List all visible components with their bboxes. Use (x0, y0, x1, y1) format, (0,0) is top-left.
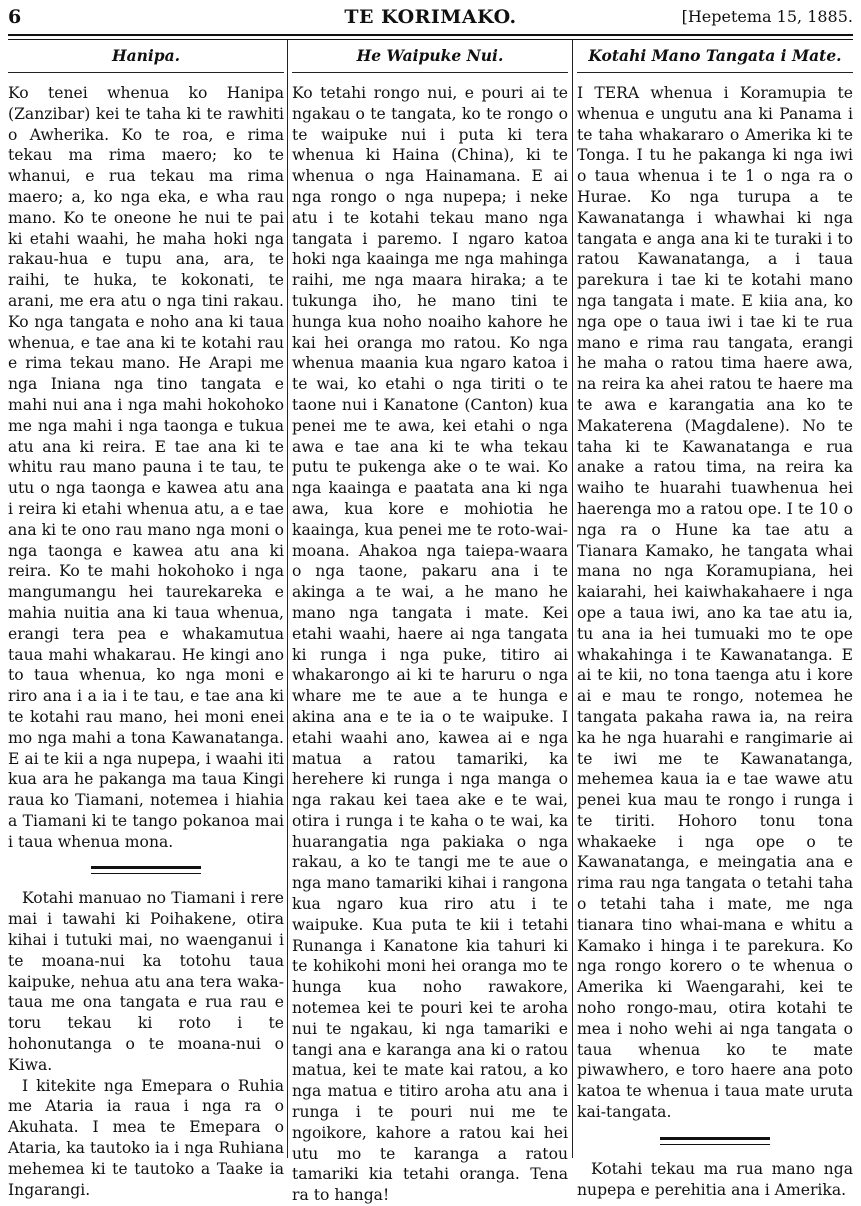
article-heading: Kotahi Mano Tangata i Mate. (577, 40, 853, 73)
article-paragraph: I kitekite nga Emepara o Ruhia me Ataria ia raua i nga ra o Akuhata. I mea te Emepara o Ataria, ka tautoko ia i nga Ruhiana mehemea ki te tautoko a Taake ia Ingarangi. (8, 1076, 284, 1199)
newspaper-title: TE KORIMAKO. (344, 6, 517, 28)
section-separator (91, 866, 201, 874)
column-waipuke (292, 40, 568, 1205)
section-separator (660, 1137, 770, 1145)
article-paragraph: Kotahi tekau ma rua mano nga nupepa e perehitia ana i Amerika. (577, 1159, 853, 1199)
article-paragraph: Kotahi manuao no Tiamani i rere mai i tawahi ki Poihakene, otira kihai i tutuki mai, no waenganui i te moana-nui ka totohu taua kaipuke, nehua atu ana tera waka-taua me ona tangata e rua rau e toru tekau ki roto i te hohonutanga o te moana-nui o Kiwa. (8, 889, 284, 1074)
article-paragraph: Ko tetahi rongo nui, e pouri ai te ngakau o te tangata, ko te rongo o te waipuke nui i puta ki tera whenua ki Haina (China), ki te whenua o nga Hainamana. E ai nga rongo o nga nupepa; i neke atu i te kotahi tekau mano nga tangata i paremo. I ngaro katoa hoki nga kaainga me nga mahinga raihi, me nga maara hiraka; a te tukunga iho, he mano tini te hunga kua noho noaiho kahore he kai hei oranga mo ratou. Ko nga whenua maania kua ngaro katoa i te wai, ko etahi o nga tiriti o te taone nui i Kanatone (Canton) kua penei me te awa, kei etahi o nga awa e tae ana ki te wha tekau putu te pukenga ake o te wai. Ko nga kaainga e paatata ana ki nga awa, kua kore e mohiotia he kaainga, kua penei me te roto-wai-moana. Ahakoa nga taiepa-waara o nga taone, pakaru ana i te akinga a te wai, a he mano he mano nga tangata i mate. Kei etahi waahi, haere ai nga tangata ki runga i nga puke, titiro ai whakarongo ai ki te haruru o nga whare me te aue a te hunga e akina ana e te ia o te waipuke. I etahi waahi ano, kawea ai e nga matua a ratou tamariki, ka herehere ki runga i nga manga o nga rakau kei taea ake e te wai, otira i runga i te kaha o te wai, ka huarangatia nga pakiaka o nga rakau, a ko te tangi me te aue o nga mano tamariki kihai i rangona kua ngaro kua riro atu i te waipuke. Kua puta te kii i tetahi Runanga i Kanatone kia tahuri ki te kohikohi moni hei oranga mo te hunga kua noho rawakore, notemea kei te pouri kei te aroha nui te ngakau, ki nga tamariki e tangi ana e karanga ana ki o ratou matua, kei te mate kai ratou, a ko nga matua e titiro aroha atu ana i runga i te pouri nui me te ngoikore, kahore a ratou kai hei utu mo te karanga a ratou tamariki kia tetahi oranga. Tena ra to hanga! (292, 84, 568, 1205)
article-paragraph: I TERA whenua i Koramupia te whenua e ungutu ana ki Panama i te taha whakararo o Amerika ki te Tonga. I tu he pakanga ki nga iwi o taua whenua i te 1 o nga ra o Hurae. Ko nga turupa a te Kawanatanga i whawhai ki nga tangata e anga ana ki te turaki i to ratou Kawanatanga, a i taua parekura i tae ki te kotahi mano nga tangata i mate. E kiia ana, ko nga ope o taua iwi i tae ki te rua mano e rima rau tangata, erangi he maha o ratou tima haere awa, na reira ka ahei ratou te haere ma te awa e karangatia ana ko te Makaterena (Magdalene). No te taha ki te Kawanatanga e rua anake a ratou tima, na reira ka waiho te huarahi tuawhenua hei haerenga mo a ratou ope. I te 10 o nga ra o Hune ka tae atu a Tianara Kamako, he tangata whai mana no nga Koramupiana, hei kaiarahi, hei kaiwhakahaere i nga ope a taua iwi, ano ka tae atu ia, tu ana ia hei tumuaki mo te ope whakahinga i te Kawanatanga. E ai te kii, no tona taenga atu i kore ai e mau te rongo, notemea he tangata pakaha rawa ia, na reira ka he nga huarahi e rangimarie ai te iwi me te Kawanatanga, mehemea kaua ia e tae wawe atu penei kua mau te rongo i runga i te tiriti. Hohoro tonu tona whakaeke i nga ope o te Kawanatanga, e meingatia ana e rima rau nga tangata o tetahi taha o tetahi taha i mate, me nga tianara tino whai-mana e whitu a Kamako i hinga i te parekura. Ko nga rongo korero o te whenua o Amerika ki Waengarahi, kei te noho rongo-mau, otira kotahi te mea i noho wehi ai nga tangata o taua whenua ko te mate piwawhero, e toro haere ana poto katoa te whenua i taua mate uruta kai-tangata. (577, 84, 853, 1122)
article-heading: Hanipa. (8, 40, 284, 73)
column-hanipa (8, 40, 284, 1199)
page-number: 6 (8, 6, 22, 28)
column-divider (572, 40, 573, 1158)
masthead (8, 4, 853, 34)
column-divider (287, 40, 288, 1158)
article-paragraph: Ko tenei whenua ko Hanipa (Zanzibar) kei te taha ki te rawhiti o Awherika. Ko te roa, e rima tekau ma rima maero; ko te whanui, e rua tekau ma rima maero; a, ko nga eka, e wha rau mano. Ko te oneone he nui te pai ki etahi waahi, he maha hoki nga rakau-hua e tupu ana, ara, te raihi, te huka, te kokonati, te arani, me era atu o nga tini rakau. Ko nga tangata e noho ana ki taua whenua, e tae ana ki te kotahi rau e rima tekau mano. He Arapi me nga Iniana nga tino tangata e mahi nui ana i nga mahi hokohoko me nga mahi i nga taonga e tukua atu ana ki reira. E tae ana ki te whitu rau mano pauna i te tau, te utu o nga taonga e kawea atu ana i reira ki etahi whenua atu, a e tae ana ki te ono rau mano nga moni o nga taonga e kawea atu ana ki reira. Ko te mahi hokohoko i nga mangumangu hei taurekareka e mahia nuitia ana ki taua whenua, erangi tera pea e whakamutua taua mahi whakarau. He kingi ano to taua whenua, ko nga moni e riro ana i a ia i te tau, e tae ana ki te kotahi rau mano, hei moni enei mo nga mahi a tona Kawanatanga. E ai te kii a nga nupepa, i waahi iti kua ara he pakanga ma taua Kingi raua ko Tiamani, notemea i hiahia a Tiamani ki te tango pokanoa mai i taua whenua mona. (8, 84, 284, 851)
column-koramupia (577, 40, 853, 1199)
article-heading: He Waipuke Nui. (292, 40, 568, 73)
issue-date: [Hepetema 15, 1885. (681, 7, 853, 26)
